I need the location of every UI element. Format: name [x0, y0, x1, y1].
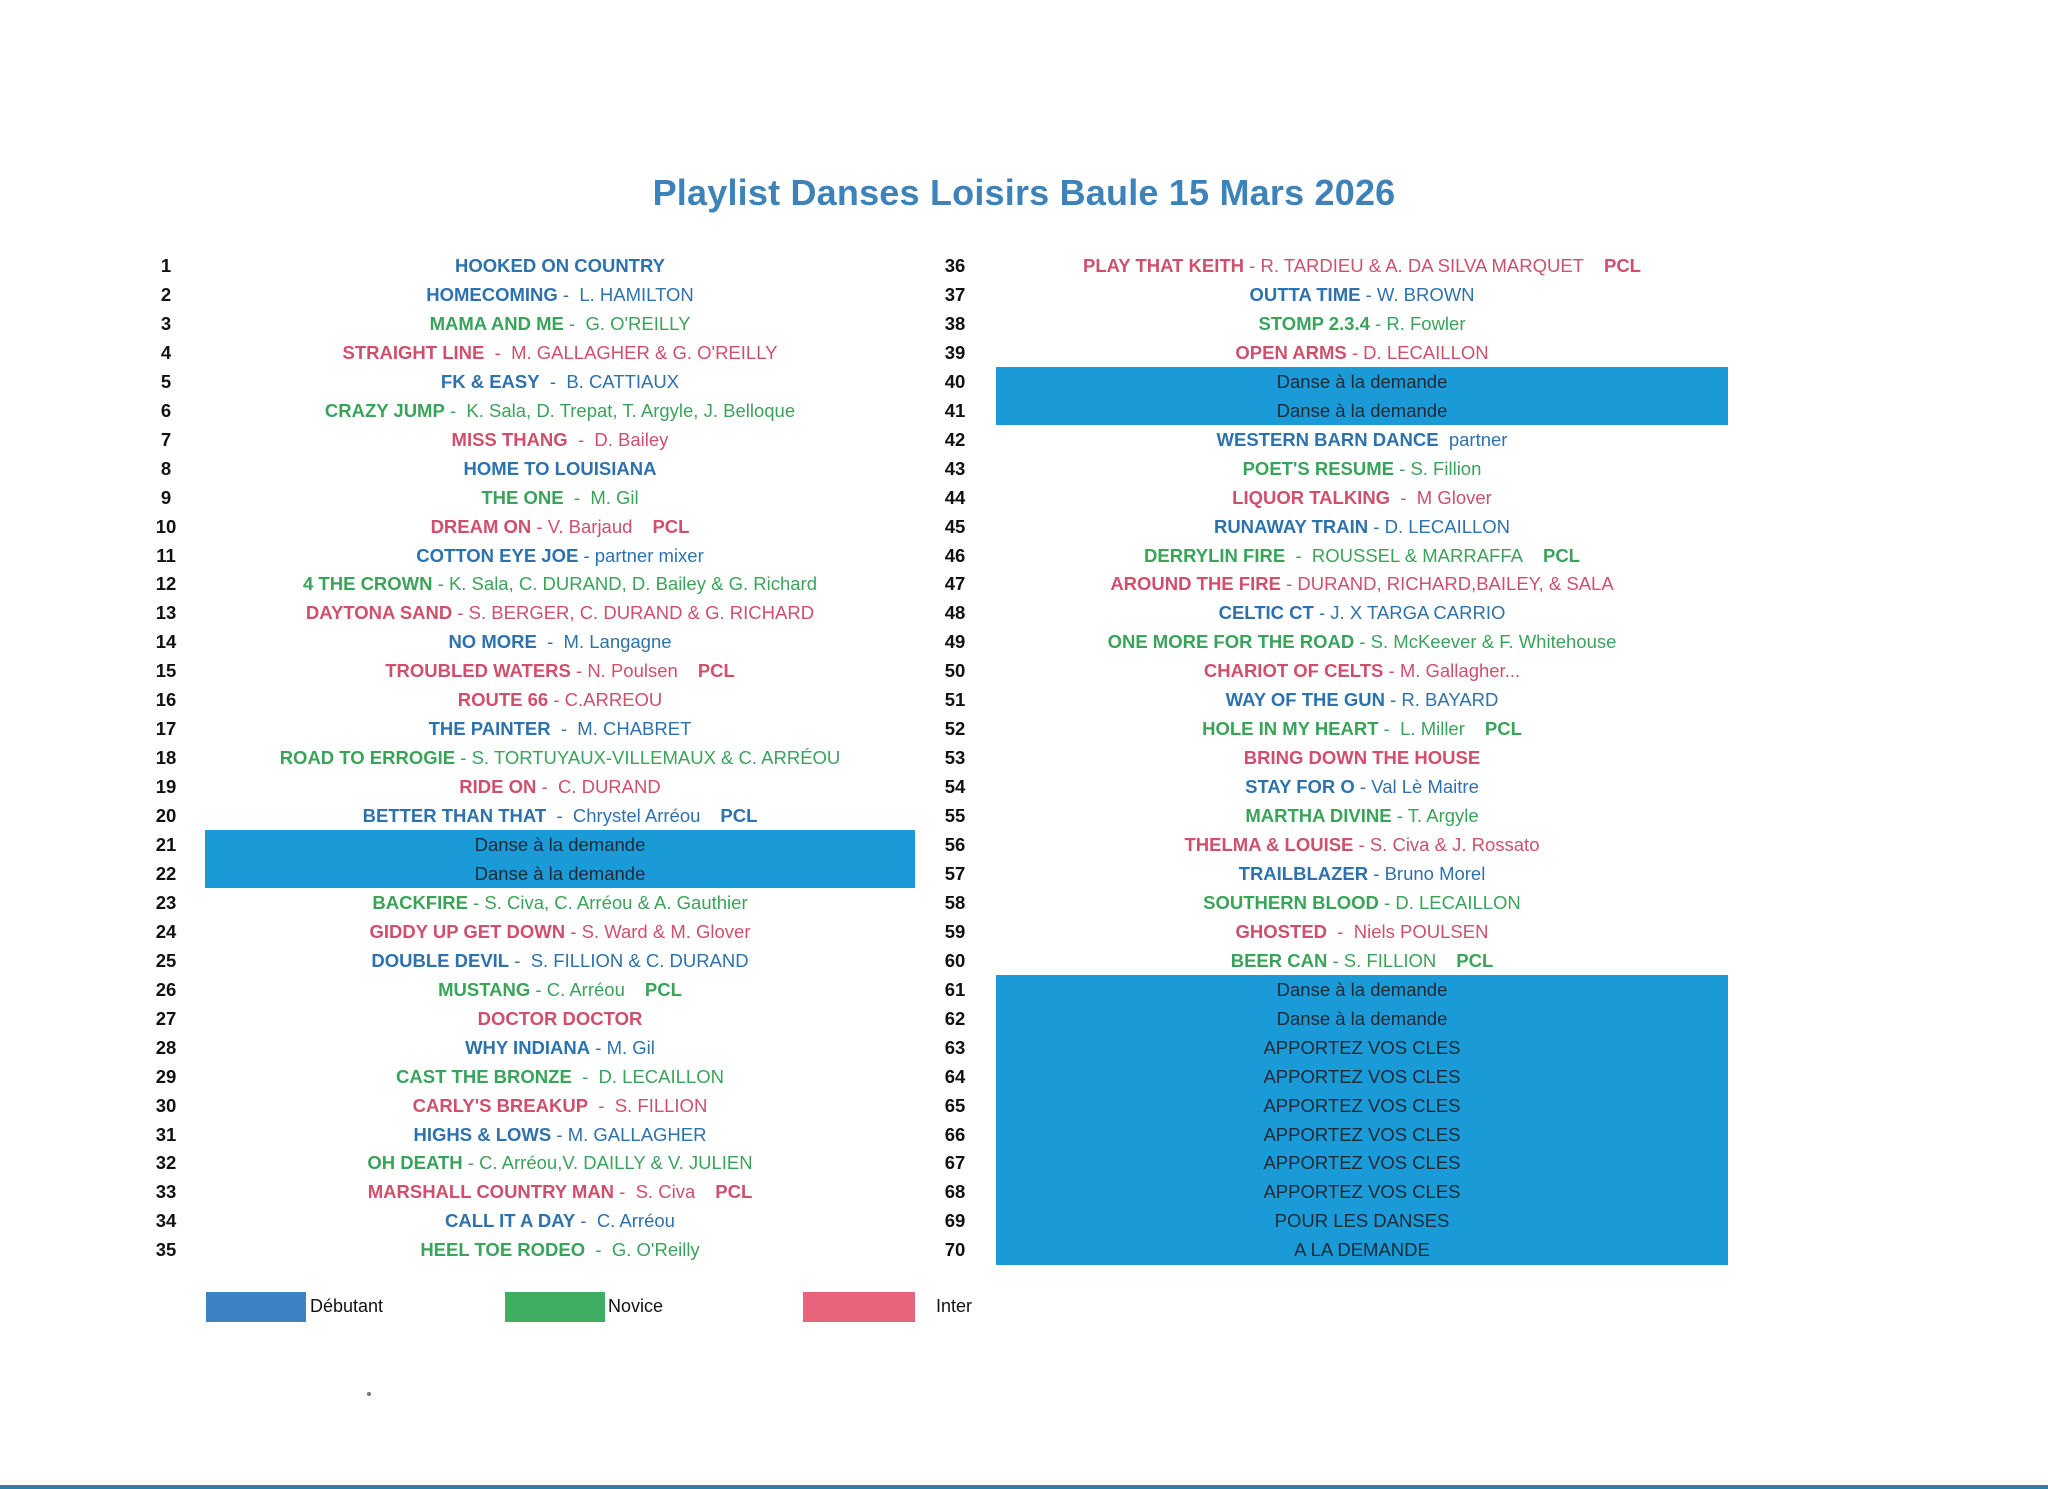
dance-entry: [1012, 801, 1712, 830]
choreographer: Danse à la demande: [1276, 399, 1448, 421]
dance-entry: [1012, 367, 1712, 396]
pcl-tag: PCL: [720, 805, 758, 827]
row-number: 4: [160, 341, 172, 363]
dance-title: HOMECOMING: [426, 283, 558, 305]
row-number: 34: [155, 1210, 177, 1232]
choreographer: - G. O'REILLY: [563, 312, 691, 334]
choreographer: - V. Barjaud: [531, 515, 633, 537]
row-number: 30: [155, 1094, 177, 1116]
dance-title: COTTON EYE JOE: [416, 544, 579, 566]
dance-entry: [230, 1004, 890, 1033]
choreographer: - G. O'Reilly: [585, 1239, 700, 1261]
dance-entry: [230, 338, 890, 367]
row-number: 18: [155, 747, 177, 769]
row-number: 47: [944, 573, 966, 595]
row-number: 26: [155, 978, 177, 1000]
choreographer: - L. HAMILTON: [557, 283, 694, 305]
dance-entry: [1012, 1062, 1712, 1091]
dance-entry: [230, 859, 890, 888]
choreographer: - partner mixer: [578, 544, 704, 566]
dance-entry: [230, 483, 890, 512]
dance-entry: [230, 743, 890, 772]
pcl-tag: PCL: [1603, 255, 1641, 276]
pcl-tag: PCL: [1484, 718, 1522, 740]
dance-entry: [1012, 1091, 1712, 1120]
dance-title: GHOSTED: [1235, 920, 1328, 942]
dance-title: CHARIOT OF CELTS: [1203, 660, 1384, 682]
row-number: 10: [155, 515, 177, 537]
dance-title: BRING DOWN THE HOUSE: [1243, 747, 1481, 769]
row-number: 70: [944, 1239, 966, 1261]
row-number: 63: [944, 1036, 966, 1058]
dance-title: RUNAWAY TRAIN: [1213, 515, 1369, 537]
choreographer: - K. Sala, C. DURAND, D. Bailey & G. Richard: [432, 573, 817, 595]
dance-entry: [230, 454, 890, 483]
row-number: 25: [155, 949, 177, 971]
dance-title: THE PAINTER: [428, 718, 551, 740]
dance-entry: [1012, 338, 1712, 367]
choreographer: APPORTEZ VOS CLES: [1263, 1181, 1461, 1203]
dance-entry: [1012, 888, 1712, 917]
choreographer: Danse à la demande: [474, 862, 646, 884]
dance-entry: [1012, 598, 1712, 627]
dance-entry: [230, 975, 890, 1004]
row-number: 28: [155, 1036, 177, 1058]
dance-title: OPEN ARMS: [1235, 341, 1347, 363]
legend-label-novice: Novice: [608, 1296, 664, 1316]
choreographer: - ROUSSEL & MARRAFFA: [1285, 544, 1523, 566]
dance-title: HOLE IN MY HEART: [1202, 718, 1379, 740]
choreographer: - S. FILLION: [588, 1094, 708, 1116]
choreographer: - D. LECAILLON: [571, 1065, 724, 1087]
row-number: 8: [160, 457, 172, 479]
row-number: 6: [160, 399, 172, 421]
dance-entry: [1012, 946, 1712, 975]
row-number: 61: [944, 978, 966, 1000]
choreographer: - S. FILLION & C. DURAND: [509, 949, 749, 971]
dance-entry: [1012, 541, 1712, 570]
choreographer: - S. McKeever & F. Whitehouse: [1354, 631, 1617, 653]
dance-title: SOUTHERN BLOOD: [1203, 891, 1379, 913]
dance-entry: [1012, 425, 1712, 454]
choreographer: - M. Gil: [590, 1036, 655, 1058]
dance-entry: [1012, 859, 1712, 888]
dance-entry: [1012, 280, 1712, 309]
legend-swatch-novice: [505, 1292, 605, 1322]
choreographer: - T. Argyle: [1391, 805, 1479, 827]
choreographer: - S. FILLION: [1327, 949, 1437, 971]
row-number: 9: [160, 486, 172, 508]
dance-title: CAST THE BRONZE: [396, 1065, 572, 1087]
row-number: 62: [944, 1007, 966, 1029]
dance-entry: [230, 656, 890, 685]
choreographer: - S. BERGER, C. DURAND & G. RICHARD: [452, 602, 815, 624]
choreographer: - M. GALLAGHER: [551, 1123, 707, 1145]
dance-title: TRAILBLAZER: [1238, 862, 1369, 884]
dance-entry: [1012, 656, 1712, 685]
dance-entry: [230, 772, 890, 801]
dance-entry: [230, 917, 890, 946]
row-number: 50: [944, 660, 966, 682]
row-number: 37: [944, 283, 966, 305]
dance-title: ROUTE 66: [457, 689, 549, 711]
choreographer: - S. Civa: [614, 1181, 696, 1203]
dance-title: DREAM ON: [430, 515, 532, 537]
row-number: 64: [944, 1065, 966, 1087]
dance-title: CRAZY JUMP: [324, 399, 445, 421]
row-number: 38: [944, 312, 966, 334]
dance-title: HOOKED ON COUNTRY: [454, 255, 665, 276]
row-number: 54: [944, 776, 966, 798]
row-number: 67: [944, 1152, 966, 1174]
dance-entry: [1012, 627, 1712, 656]
dance-entry: [230, 1062, 890, 1091]
choreographer: - C.ARREOU: [548, 689, 663, 711]
choreographer: - M. GALLAGHER & G. O'REILLY: [484, 341, 778, 363]
choreographer: A LA DEMANDE: [1294, 1239, 1430, 1261]
choreographer: APPORTEZ VOS CLES: [1263, 1094, 1461, 1116]
row-number: 41: [944, 399, 966, 421]
dance-entry: [230, 801, 890, 830]
dance-entry: [1012, 396, 1712, 425]
dance-title: HIGHS & LOWS: [413, 1123, 552, 1145]
dance-title: WAY OF THE GUN: [1225, 689, 1385, 711]
dance-title: CELTIC CT: [1218, 602, 1314, 624]
legend-label-debutant: Débutant: [310, 1296, 384, 1316]
row-number: 32: [155, 1152, 177, 1174]
row-number: 42: [944, 428, 966, 450]
choreographer: - B. CATTIAUX: [539, 370, 680, 392]
dance-entry: [1012, 743, 1712, 772]
row-number: 33: [155, 1181, 177, 1203]
dance-entry: [1012, 454, 1712, 483]
dance-entry: [230, 1033, 890, 1062]
legend-swatch-debutant: [206, 1292, 306, 1322]
row-number: 22: [155, 862, 177, 884]
choreographer: - Niels POULSEN: [1327, 920, 1489, 942]
row-number: 36: [944, 255, 966, 276]
dance-title: STOMP 2.3.4: [1258, 312, 1370, 334]
row-number: 1: [160, 255, 172, 276]
choreographer: APPORTEZ VOS CLES: [1263, 1065, 1461, 1087]
dance-entry: [1012, 975, 1712, 1004]
dance-title: STAY FOR O: [1245, 776, 1355, 798]
dance-entry: [1012, 917, 1712, 946]
row-number: 24: [155, 920, 177, 942]
choreographer: APPORTEZ VOS CLES: [1263, 1123, 1461, 1145]
dance-title: GIDDY UP GET DOWN: [369, 920, 566, 942]
pcl-tag: PCL: [1456, 949, 1494, 971]
choreographer: - R. BAYARD: [1384, 689, 1499, 711]
row-number: 45: [944, 515, 966, 537]
choreographer: - N. Poulsen: [570, 660, 678, 682]
choreographer: - W. BROWN: [1360, 283, 1475, 305]
dance-entry: [1012, 1148, 1712, 1177]
dance-entry: [230, 396, 890, 425]
dance-entry: [230, 280, 890, 309]
dance-title: OUTTA TIME: [1249, 283, 1361, 305]
row-number: 12: [155, 573, 177, 595]
dance-title: CALL IT A DAY: [445, 1210, 576, 1232]
dance-title: RIDE ON: [459, 776, 537, 798]
row-number: 5: [160, 370, 172, 392]
choreographer: - K. Sala, D. Trepat, T. Argyle, J. Belloque: [444, 399, 796, 421]
row-number: 56: [944, 834, 966, 855]
dance-title: WESTERN BARN DANCE: [1216, 428, 1439, 450]
row-number: 31: [155, 1123, 177, 1145]
dance-title: ROAD TO ERROGIE: [279, 747, 456, 769]
dance-entry: [1012, 569, 1712, 598]
dance-entry: [230, 685, 890, 714]
row-number: 11: [156, 544, 176, 566]
row-number: 66: [944, 1123, 966, 1145]
choreographer: - C. Arréou: [530, 978, 625, 1000]
row-number: 15: [155, 660, 177, 682]
choreographer: - R. TARDIEU & A. DA SILVA MARQUET: [1244, 255, 1584, 276]
stray-mark: [367, 1392, 371, 1396]
dance-title: HOME TO LOUISIANA: [463, 457, 657, 479]
dance-title: 4 THE CROWN: [303, 573, 433, 595]
dance-title: DAYTONA SAND: [305, 602, 453, 624]
row-number: 21: [155, 834, 177, 855]
choreographer: - S. Civa, C. Arréou & A. Gauthier: [467, 891, 748, 913]
dance-title: BEER CAN: [1230, 949, 1328, 971]
choreographer: - S. TORTUYAUX-VILLEMAUX & C. ARRÉOU: [455, 747, 841, 769]
dance-title: BACKFIRE: [372, 891, 468, 913]
dance-entry: [230, 946, 890, 975]
dance-entry: [230, 425, 890, 454]
dance-entry: [230, 569, 890, 598]
dance-entry: [1012, 483, 1712, 512]
dance-title: MAMA AND ME: [429, 312, 564, 334]
choreographer: Danse à la demande: [1276, 1007, 1448, 1029]
choreographer: - C. DURAND: [536, 776, 661, 798]
dance-title: PLAY THAT KEITH: [1083, 255, 1245, 276]
dance-title: ONE MORE FOR THE ROAD: [1107, 631, 1355, 653]
row-number: 2: [160, 283, 172, 305]
dance-entry: [1012, 1177, 1712, 1206]
choreographer: - M Glover: [1390, 486, 1492, 508]
dance-entry: [230, 251, 890, 280]
choreographer: - DURAND, RICHARD,BAILEY, & SALA: [1280, 573, 1614, 595]
row-number: 52: [944, 718, 966, 740]
dance-entry: [230, 367, 890, 396]
row-number: 3: [160, 312, 172, 334]
pcl-tag: PCL: [1542, 544, 1580, 566]
dance-title: MARTHA DIVINE: [1245, 805, 1392, 827]
dance-entry: [230, 1091, 890, 1120]
row-number: 17: [155, 718, 177, 740]
dance-entry: [230, 1148, 890, 1177]
dance-entry: [230, 1177, 890, 1206]
choreographer: Danse à la demande: [474, 834, 646, 855]
dance-title: FK & EASY: [440, 370, 540, 392]
row-number: 43: [944, 457, 966, 479]
dance-title: STRAIGHT LINE: [342, 341, 485, 363]
dance-entry: [230, 627, 890, 656]
dance-title: NO MORE: [448, 631, 537, 653]
dance-entry: [1012, 512, 1712, 541]
dance-title: BETTER THAN THAT: [362, 805, 547, 827]
dance-entry: [230, 1120, 890, 1149]
row-number: 59: [944, 920, 966, 942]
choreographer: - S. Fillion: [1394, 457, 1482, 479]
dance-entry: [1012, 1004, 1712, 1033]
row-number: 46: [944, 544, 966, 566]
choreographer: - J. X TARGA CARRIO: [1313, 602, 1506, 624]
pcl-tag: PCL: [652, 515, 690, 537]
dance-title: DOUBLE DEVIL: [371, 949, 510, 971]
choreographer: Danse à la demande: [1276, 978, 1448, 1000]
choreographer: - M. Langagne: [536, 631, 672, 653]
scan-edge-line: [0, 1485, 2048, 1489]
choreographer: partner: [1438, 428, 1508, 450]
dance-entry: [230, 512, 890, 541]
dance-title: HEEL TOE RODEO: [420, 1239, 586, 1261]
row-number: 51: [944, 689, 966, 711]
dance-entry: [230, 1206, 890, 1235]
row-number: 55: [944, 805, 966, 827]
row-number: 44: [944, 486, 966, 508]
row-number: 49: [944, 631, 966, 653]
row-number: 29: [155, 1065, 177, 1087]
choreographer: - D. LECAILLON: [1346, 341, 1489, 363]
dance-entry: [230, 598, 890, 627]
choreographer: APPORTEZ VOS CLES: [1263, 1152, 1461, 1174]
choreographer: APPORTEZ VOS CLES: [1263, 1036, 1461, 1058]
choreographer: - D. LECAILLON: [1368, 515, 1511, 537]
pcl-tag: PCL: [644, 978, 682, 1000]
choreographer: - C. Arréou,V. DAILLY & V. JULIEN: [462, 1152, 753, 1174]
row-number: 20: [155, 805, 177, 827]
row-number: 57: [944, 862, 966, 884]
dance-entry: [1012, 1033, 1712, 1062]
dance-title: DERRYLIN FIRE: [1144, 544, 1286, 566]
dance-entry: [230, 888, 890, 917]
dance-title: POET'S RESUME: [1242, 457, 1394, 479]
row-number: 65: [944, 1094, 966, 1116]
dance-entry: [1012, 251, 1712, 280]
row-number: 23: [155, 891, 177, 913]
dance-title: CARLY'S BREAKUP: [412, 1094, 589, 1116]
legend-label-inter: Inter: [936, 1296, 973, 1316]
row-number: 14: [155, 631, 177, 653]
choreographer: - M. CHABRET: [550, 718, 692, 740]
dance-entry: [1012, 309, 1712, 338]
choreographer: - Bruno Morel: [1368, 862, 1486, 884]
dance-title: MARSHALL COUNTRY MAN: [367, 1181, 615, 1203]
choreographer: - D. Bailey: [567, 428, 669, 450]
choreographer: - Chrystel Arréou: [546, 805, 701, 827]
dance-entry: [1012, 772, 1712, 801]
page-title: Playlist Danses Loisirs Baule 15 Mars 2026: [652, 172, 1396, 213]
row-number: 19: [155, 776, 177, 798]
choreographer: - S. Civa & J. Rossato: [1353, 834, 1540, 855]
choreographer: - M. Gil: [563, 486, 639, 508]
dance-entry: [1012, 1206, 1712, 1235]
pcl-tag: PCL: [715, 1181, 753, 1203]
choreographer: - Val Lè Maitre: [1354, 776, 1479, 798]
row-number: 39: [944, 341, 966, 363]
dance-title: MISS THANG: [451, 428, 568, 450]
dance-entry: [1012, 1235, 1712, 1264]
dance-entry: [230, 309, 890, 338]
dance-title: DOCTOR DOCTOR: [477, 1007, 643, 1029]
row-number: 60: [944, 949, 966, 971]
dance-title: OH DEATH: [367, 1152, 463, 1174]
dance-title: AROUND THE FIRE: [1110, 573, 1281, 595]
dance-title: MUSTANG: [438, 978, 531, 1000]
row-number: 48: [944, 602, 966, 624]
dance-title: WHY INDIANA: [465, 1036, 591, 1058]
dance-title: THE ONE: [481, 486, 564, 508]
row-number: 27: [155, 1007, 177, 1029]
dance-entry: [230, 541, 890, 570]
dance-title: LIQUOR TALKING: [1232, 486, 1391, 508]
choreographer: - M. Gallagher...: [1383, 660, 1521, 682]
dance-title: TROUBLED WATERS: [385, 660, 571, 682]
row-number: 16: [155, 689, 177, 711]
pcl-tag: PCL: [697, 660, 735, 682]
choreographer: - D. LECAILLON: [1378, 891, 1521, 913]
choreographer: POUR LES DANSES: [1274, 1210, 1450, 1232]
dance-entry: [1012, 714, 1712, 743]
legend-swatch-inter: [803, 1292, 915, 1322]
row-number: 58: [944, 891, 966, 913]
choreographer: - S. Ward & M. Glover: [565, 920, 751, 942]
row-number: 53: [944, 747, 966, 769]
row-number: 35: [155, 1239, 177, 1261]
dance-entry: [1012, 685, 1712, 714]
row-number: 7: [160, 428, 172, 450]
dance-entry: [230, 714, 890, 743]
choreographer: - C. Arréou: [575, 1210, 675, 1232]
dance-entry: [230, 830, 890, 859]
choreographer: Danse à la demande: [1276, 370, 1448, 392]
dance-entry: [1012, 830, 1712, 859]
row-number: 69: [944, 1210, 966, 1232]
row-number: 40: [944, 370, 966, 392]
dance-entry: [230, 1235, 890, 1264]
dance-entry: [1012, 1120, 1712, 1149]
row-number: 13: [155, 602, 177, 624]
choreographer: - L. Miller: [1378, 718, 1465, 740]
choreographer: - R. Fowler: [1369, 312, 1466, 334]
dance-title: THELMA & LOUISE: [1184, 834, 1354, 855]
row-number: 68: [944, 1181, 966, 1203]
